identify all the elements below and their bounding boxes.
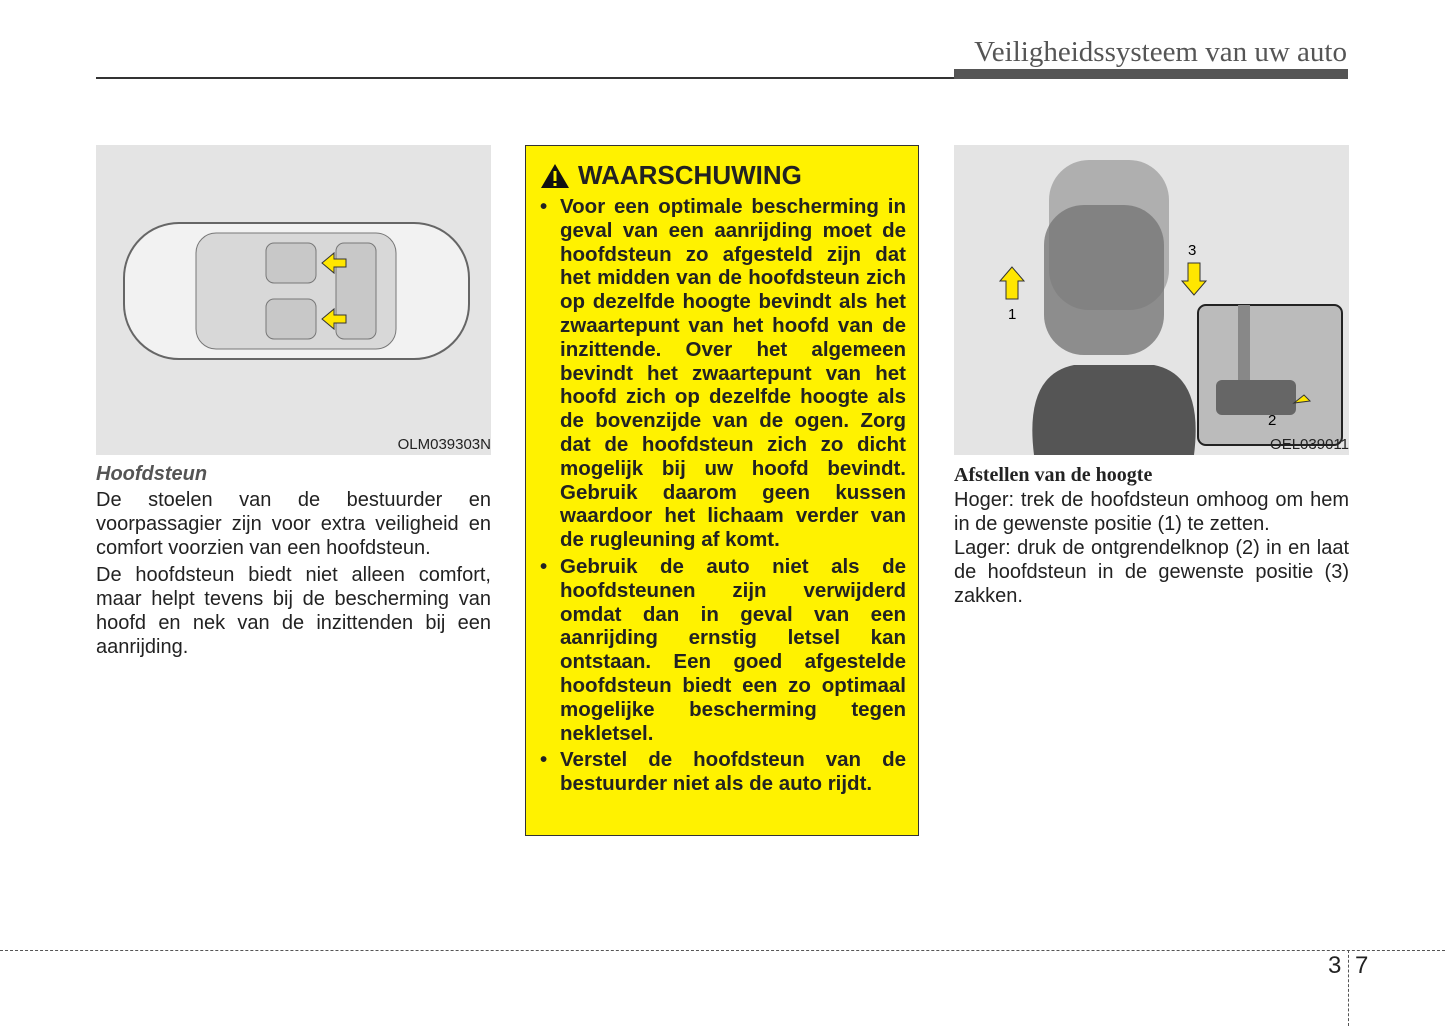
warning-item: • Verstel de hoofdsteun van de bestuurder niet als de auto rijdt. — [540, 748, 906, 796]
page-number-divider — [1348, 950, 1349, 1026]
warning-title: WAARSCHUWING — [578, 160, 802, 190]
callout-2: 2 — [1268, 412, 1277, 429]
car-topview-illustration — [96, 145, 491, 455]
figure-code: OLM039303N — [397, 436, 491, 453]
paragraph: Hoger: trek de hoofdsteun omhoog om hem in de gewenste positie (1) te zetten. — [954, 489, 1349, 535]
warning-item: • Voor een optimale bescherming in geval van een aanrijding moet de hoofdsteun zo afgesteld zijn dat het midden van de hoofdsteun zich op dezelfde hoogte bevindt als het zwaartepunt van het hoofd van de inzittende. Over het algemeen bevindt het zwaartepunt van het hoofd zich op dezelfde hoogte als de bovenzijde van de ogen. Zorg dat de hoofdsteun zich zo dicht mogelijk bij uw hoofd bevindt. Gebruik daarom geen kussen waardoor het lichaam verder van de rugleuning af komt. — [540, 195, 906, 552]
headrest-figure — [954, 145, 1349, 455]
left-column — [96, 462, 491, 662]
page-number: 7 — [1355, 952, 1369, 979]
headrest-illustration — [954, 145, 1349, 455]
right-column — [954, 463, 1349, 611]
warning-box — [525, 145, 919, 836]
paragraph: Lager: druk de ontgrendelknop (2) in en laat de hoofdsteun in de gewenste positie (3) zakken. — [954, 537, 1349, 607]
section-number: 3 — [1328, 952, 1342, 979]
callout-1: 1 — [1008, 306, 1017, 323]
paragraph: De hoofdsteun biedt niet alleen comfort, maar helpt tevens bij de bescherming van hoofd en nek van de inzittenden bij een aanrijding. — [96, 564, 491, 658]
header-rule — [96, 77, 954, 79]
car-topview-figure — [96, 145, 491, 455]
heading-afstellen: Afstellen van de hoogte — [954, 464, 1153, 486]
footer-divider — [0, 950, 1445, 951]
callout-3: 3 — [1188, 242, 1197, 259]
paragraph: De stoelen van de bestuurder en voorpassagier zijn voor extra veiligheid en comfort voorzien van een hoofdsteun. — [96, 489, 491, 559]
warning-item: • Gebruik de auto niet als de hoofdsteunen zijn verwijderd omdat dan in geval van een aanrijding ernstig letsel kan ontstaan. Een goed afgestelde hoofdsteun biedt een zo optimaal mogelijke bescherming tegen nekletsel. — [540, 555, 906, 745]
heading-hoofdsteun: Hoofdsteun — [96, 463, 208, 485]
figure-code: OEL039011 — [1270, 436, 1349, 453]
warning-triangle-icon — [540, 163, 570, 189]
section-title: Veiligheidssysteem van uw auto — [974, 36, 1347, 68]
header-bar — [954, 69, 1348, 79]
